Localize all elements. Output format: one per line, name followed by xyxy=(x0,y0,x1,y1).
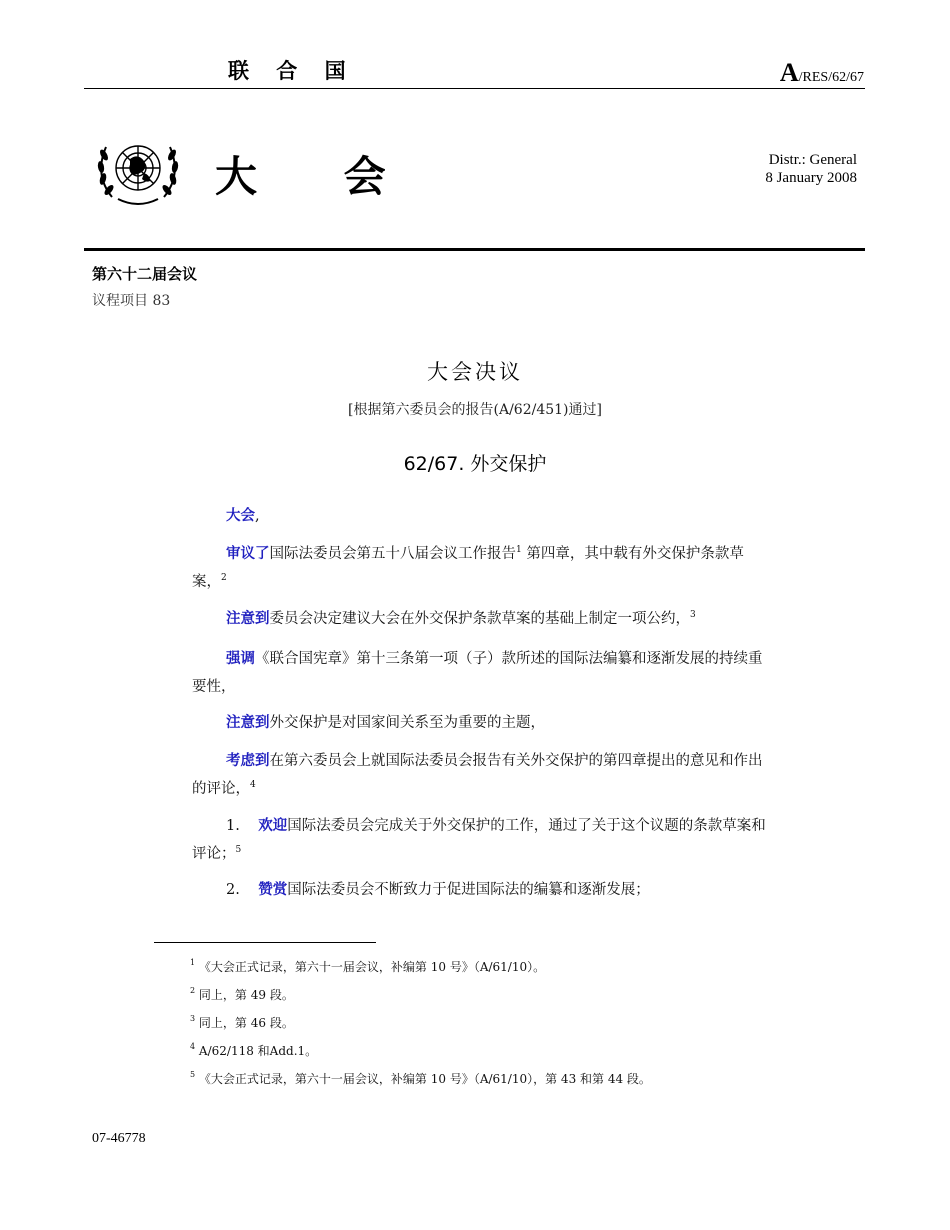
paragraph-text: 委员会决定建议大会在外交保护条款草案的基础上制定一项公约， xyxy=(269,611,690,627)
preamble-paragraph xyxy=(192,605,767,633)
paragraph-number: 2. xyxy=(226,882,240,898)
keyword: 强调 xyxy=(226,651,255,667)
footnote-rule xyxy=(154,942,376,943)
footnote xyxy=(190,986,294,1003)
footnote-text: 同上，第 49 段。 xyxy=(198,988,294,1002)
footnote-number: 5 xyxy=(190,1070,196,1079)
keyword: 审议了 xyxy=(226,546,270,562)
paragraph-text: 外交保护是对国家间关系至为重要的主题， xyxy=(269,715,545,731)
document-code: 07-46778 xyxy=(92,1131,146,1146)
footnote xyxy=(190,1070,651,1087)
footnote-text: 《大会正式记录，第六十一届会议，补编第 10 号》（A/61/10），第 43 和第 44 段。 xyxy=(198,1072,651,1086)
footnote-ref: 4 xyxy=(250,780,256,790)
footnote-text: A/62/118 和Add.1。 xyxy=(198,1044,318,1058)
footnote-number: 4 xyxy=(190,1042,196,1051)
distribution-label: Distr.: General xyxy=(768,152,857,168)
footnote xyxy=(190,1042,317,1059)
resolution-number: 62/67. 外交保护 xyxy=(403,453,547,475)
paragraph-text: 国际法委员会不断致力于促进国际法的编纂和逐渐发展； xyxy=(287,882,650,898)
section-rule xyxy=(84,248,865,251)
issue-date: 8 January 2008 xyxy=(765,170,857,186)
keyword: 考虑到 xyxy=(226,753,270,769)
symbol-rest: /RES/62/67 xyxy=(798,70,864,85)
footnote-text: 同上，第 46 段。 xyxy=(198,1016,294,1030)
adoption-note: [根据第六委员会的报告(A/62/451)通过] xyxy=(348,402,602,418)
keyword: 欢迎 xyxy=(258,818,288,834)
keyword: 赞赏 xyxy=(258,882,288,898)
agenda-item: 议程项目 83 xyxy=(92,293,171,309)
preamble-paragraph xyxy=(192,540,767,596)
symbol-letter: A xyxy=(779,58,799,87)
footnote-ref: 5 xyxy=(235,845,242,855)
keyword: 注意到 xyxy=(226,715,270,731)
preamble-paragraph xyxy=(192,502,767,530)
footnote-number: 3 xyxy=(190,1014,196,1023)
footnote-number: 2 xyxy=(190,986,196,995)
footnote-ref: 3 xyxy=(690,610,696,620)
paragraph-text: 在第六委员会上就国际法委员会报告有关外交保护的第四章提出的意见和作出的评论， xyxy=(192,753,763,797)
operative-paragraph xyxy=(192,876,767,904)
footnote-ref: 1 xyxy=(516,545,522,555)
document-symbol xyxy=(780,58,864,88)
footnote xyxy=(190,1014,294,1031)
distribution-info xyxy=(765,151,857,187)
paragraph-text: 《联合国宪章》第十三条第一项（子）款所述的国际法编纂和逐渐发展的持续重要性， xyxy=(192,651,763,695)
paragraph-text: 国际法委员会第五十八届会议工作报告 xyxy=(269,546,516,562)
resolution-heading: 大会决议 xyxy=(427,360,523,384)
preamble-paragraph xyxy=(192,709,767,737)
footnote xyxy=(190,958,545,975)
operative-paragraph xyxy=(192,812,767,868)
keyword: 注意到 xyxy=(226,611,270,627)
keyword: 大会 xyxy=(226,508,255,524)
footnote-text: 《大会正式记录，第六十一届会议，补编第 10 号》（A/61/10）。 xyxy=(198,960,546,974)
paragraph-text: 第四章，其中载有外交保护条款草案， xyxy=(192,546,744,590)
paragraph-text: , xyxy=(255,508,260,524)
session-title: 第六十二届会议 xyxy=(92,265,198,283)
paragraph-text: 国际法委员会完成关于外交保护的工作，通过了关于这个议题的条款草案和评论； xyxy=(192,818,766,862)
preamble-paragraph xyxy=(192,645,767,701)
body-title: 大 会 xyxy=(215,152,422,201)
header-rule xyxy=(84,88,865,89)
footnote-number: 1 xyxy=(190,958,196,967)
organization-name: 联 合 国 xyxy=(228,59,356,83)
un-emblem-icon xyxy=(92,131,184,209)
paragraph-number: 1. xyxy=(226,818,240,834)
footnote-ref: 2 xyxy=(221,573,227,583)
preamble-paragraph xyxy=(192,747,767,803)
